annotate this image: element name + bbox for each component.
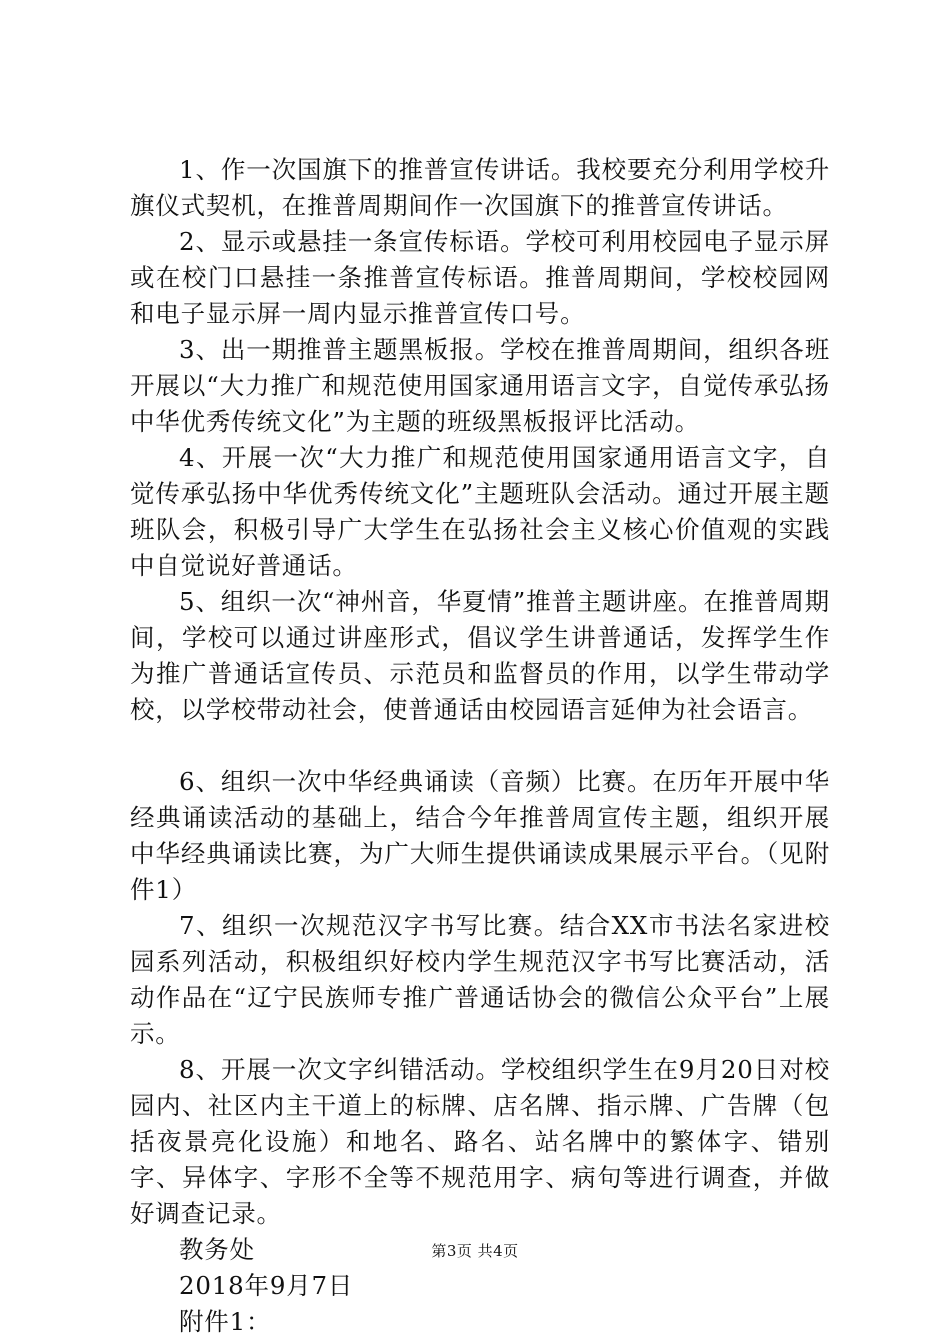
date: 2018年9月7日 xyxy=(179,1271,354,1300)
signature: 教务处 xyxy=(179,1235,255,1264)
paragraph-8: 8、开展一次文字纠错活动。学校组织学生在9月20日对校园内、社区内主干道上的标牌、店名牌、指示牌、广告牌（包括夜景亮化设施）和地名、路名、站名牌中的繁体字、错别字、异体字、字形不全等不规范用字、病句等进行调查，并做好调查记录。 xyxy=(130,1055,830,1228)
paragraph-5: 5、组织一次“神州音，华夏情”推普主题讲座。在推普周期间，学校可以通过讲座形式，倡议学生讲普通话，发挥学生作为推广普通话宣传员、示范员和监督员的作用，以学生带动学校，以学校带动社会，使普通话由校园语言延伸为社会语言。 xyxy=(130,587,830,724)
paragraph-4: 4、开展一次“大力推广和规范使用国家通用语言文字，自觉传承弘扬中华优秀传统文化”主题班队会活动。通过开展主题班队会，积极引导广大学生在弘扬社会主义核心价值观的实践中自觉说好普通话。 xyxy=(130,443,830,580)
paragraph-3: 3、出一期推普主题黑板报。学校在推普周期间，组织各班开展以“大力推广和规范使用国家通用语言文字，自觉传承弘扬中华优秀传统文化”为主题的班级黑板报评比活动。 xyxy=(130,335,830,436)
paragraph-7: 7、组织一次规范汉字书写比赛。结合XX市书法名家进校园系列活动，积极组织好校内学生规范汉字书写比赛活动，活动作品在“辽宁民族师专推广普通话协会的微信公众平台”上展示。 xyxy=(130,911,830,1048)
attachment-label: 附件1： xyxy=(179,1307,272,1336)
paragraph-1: 1、作一次国旗下的推普宣传讲话。我校要充分利用学校升旗仪式契机，在推普周期间作一次国旗下的推普宣传讲话。 xyxy=(130,155,830,220)
paragraph-6: 6、组织一次中华经典诵读（音频）比赛。在历年开展中华经典诵读活动的基础上，结合今年推普周宣传主题，组织开展中华经典诵读比赛，为广大师生提供诵读成果展示平台。（见附件1） xyxy=(130,767,830,904)
document-body xyxy=(130,152,830,1340)
paragraph-2: 2、显示或悬挂一条宣传标语。学校可利用校园电子显示屏或在校门口悬挂一条推普宣传标语。推普周期间，学校校园网和电子显示屏一周内显示推普宣传口号。 xyxy=(130,227,830,328)
page-footer: 第3页 共4页 xyxy=(431,1242,519,1260)
